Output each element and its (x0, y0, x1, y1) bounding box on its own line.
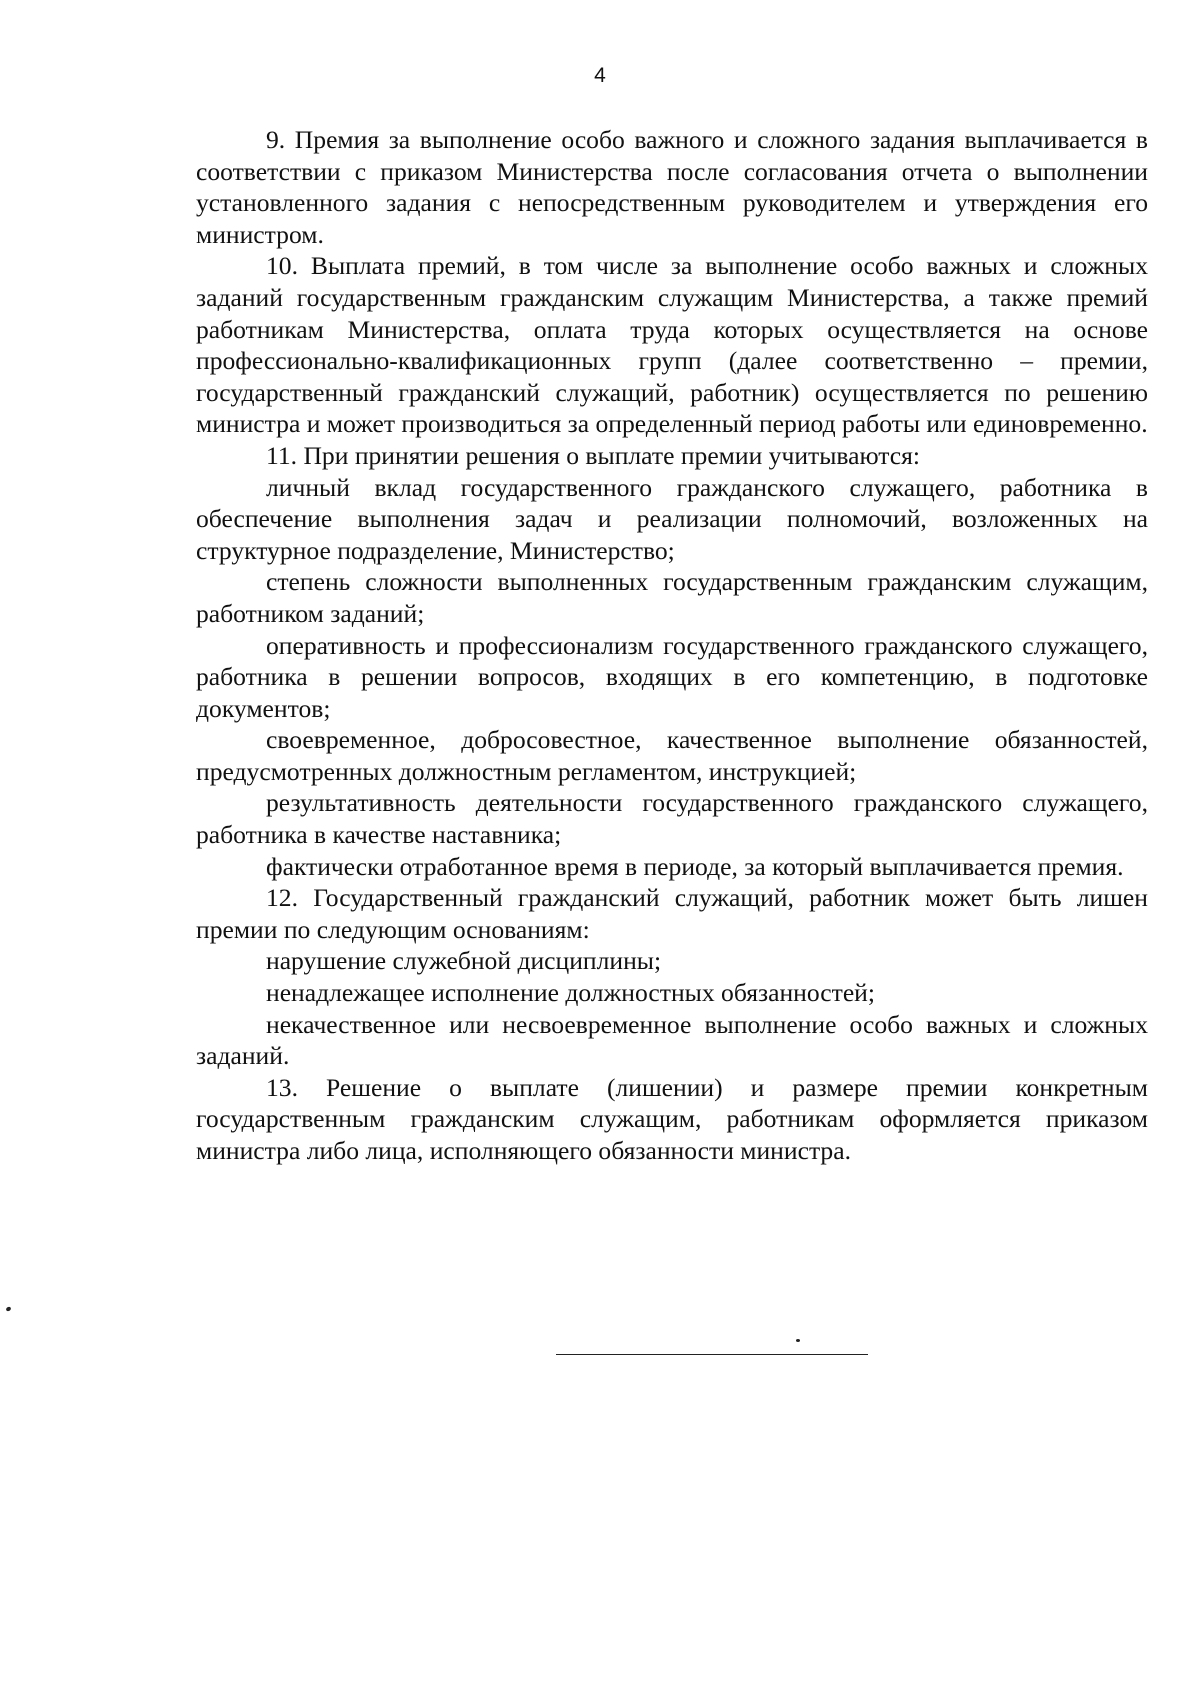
page-number: 4 (594, 64, 606, 87)
document-body (196, 124, 1148, 1167)
criterion-personal-contribution: личный вклад государственного гражданского служащего, работника в обеспечение выполнения задач и реализации полномочий, возложенных на структурное подразделение, Министерство; (196, 472, 1148, 565)
criterion-duty-performance: своевременное, добросовестное, качественное выполнение обязанностей, предусмотренных должностным регламентом, инструкцией; (196, 725, 1148, 786)
criterion-efficiency-professionalism: оперативность и профессионализм государственного гражданского служащего, работника в решении вопросов, входящих в его компетенцию, в подготовке документов; (196, 630, 1148, 723)
paragraph-10-bonus-payment: 10. Выплата премий, в том числе за выполнение особо важных и сложных заданий государственным гражданским служащим Министерства, а также премий работникам Министерства, оплата труда которых осуществляется на основе профессионально-квалификационных групп (далее соответственно – премии, государственный гражданский служащий, работник) осуществляется по решению министра и может производиться за определенный период работы или единовременно. (196, 251, 1148, 439)
criterion-task-complexity: степень сложности выполненных государственным гражданским служащим, работником заданий; (196, 567, 1148, 628)
deprivation-discipline-violation: нарушение служебной дисциплины; (266, 946, 662, 976)
deprivation-poor-task-execution: некачественное или несвоевременное выполнение особо важных и сложных заданий. (196, 1009, 1148, 1071)
paragraph-11-bonus-criteria-intro: 11. При принятии решения о выплате премии учитываются: (266, 440, 921, 470)
scan-speck (5, 1306, 11, 1312)
paragraph-13-bonus-decision: 13. Решение о выплате (лишении) и размере премии конкретным государственным гражданским служащим, работникам оформляется приказом министра либо лица, исполняющего обязанности министра. (196, 1072, 1148, 1165)
paragraph-9-bonus-special-task: 9. Премия за выполнение особо важного и сложного задания выплачивается в соответствии с приказом Министерства после согласования отчета о выполнении установленного задания с непосредственным руководителем и утверждения его министром. (196, 125, 1148, 249)
paragraph-12-bonus-deprivation: 12. Государственный гражданский служащий, работник может быть лишен премии по следующим основаниям: (196, 883, 1148, 944)
end-of-document-line (556, 1354, 868, 1355)
deprivation-improper-performance: ненадлежащее исполнение должностных обязанностей; (266, 978, 875, 1008)
scan-speck (796, 1339, 800, 1342)
criterion-time-worked: фактически отработанное время в периоде, за который выплачивается премия. (266, 851, 1124, 881)
criterion-mentorship: результативность деятельности государственного гражданского служащего, работника в качестве наставника; (196, 788, 1148, 850)
